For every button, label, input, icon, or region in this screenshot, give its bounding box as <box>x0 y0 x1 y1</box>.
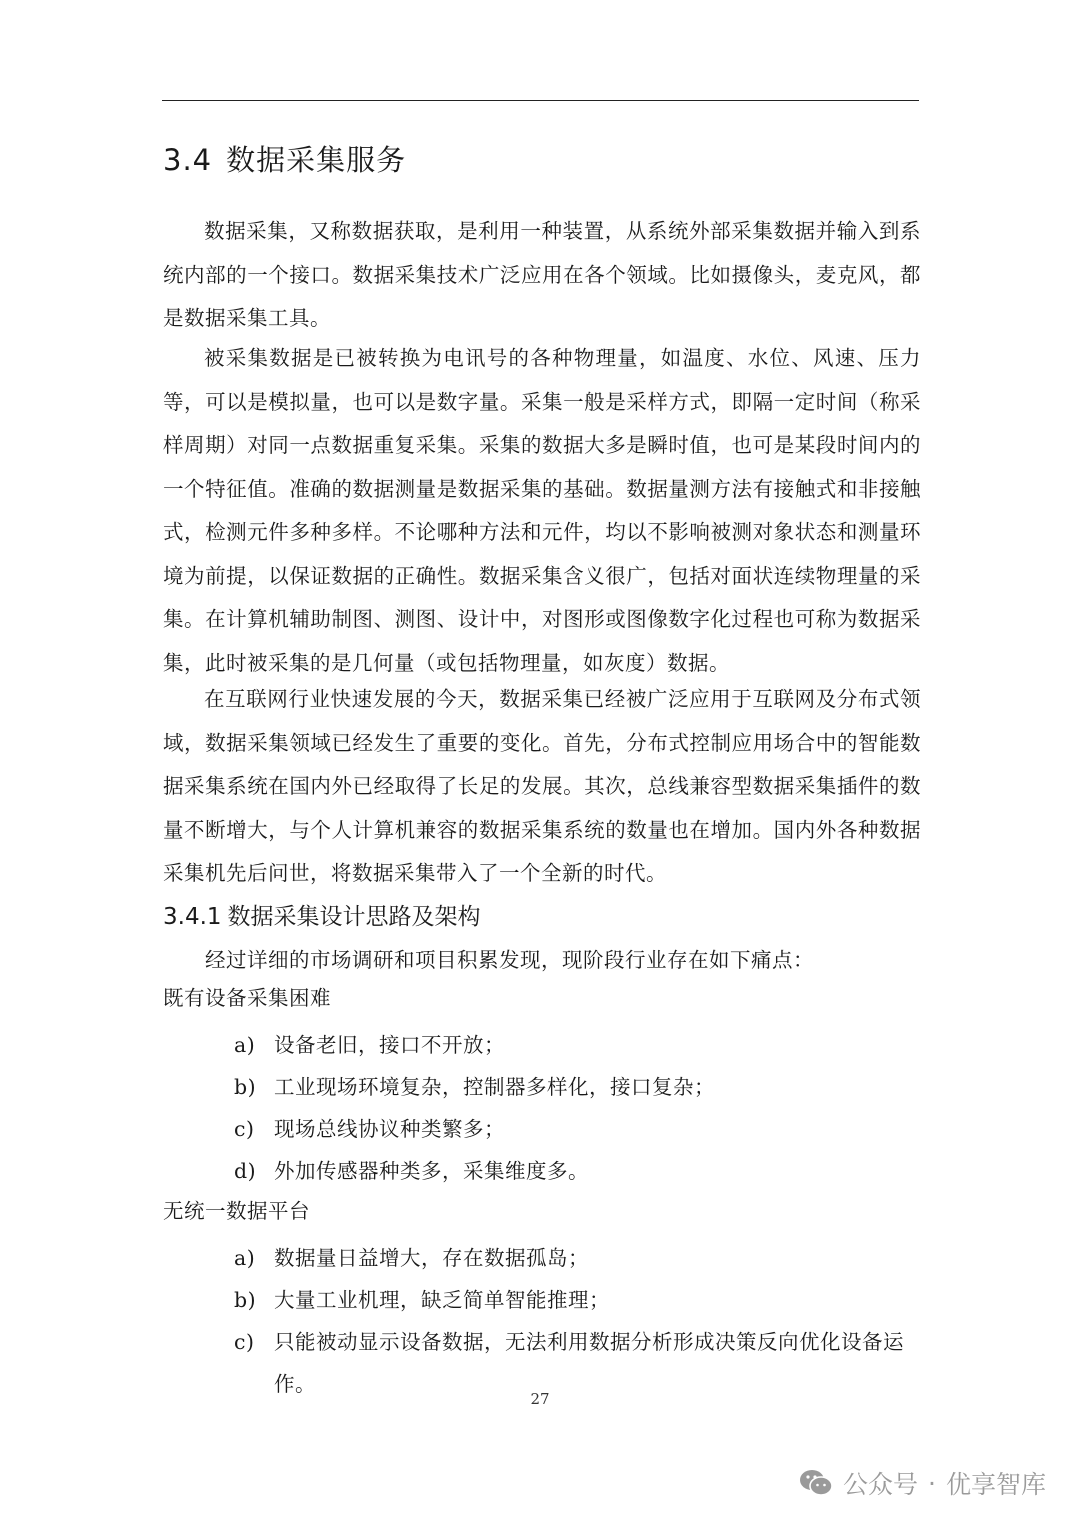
list-item-text: 大量工业机理，缺乏简单智能推理； <box>274 1288 610 1312</box>
list-item <box>234 1279 924 1321</box>
list-item <box>234 1024 924 1066</box>
watermark <box>799 1465 1046 1501</box>
section-title: 数据采集服务 <box>226 143 407 177</box>
wechat-icon <box>799 1468 833 1498</box>
section-heading <box>163 138 406 179</box>
list-item-text: 外加传感器种类多，采集维度多。 <box>274 1159 589 1183</box>
group-heading: 无统一数据平台 <box>163 1199 310 1223</box>
list-item-text: 现场总线协议种类繁多； <box>274 1117 505 1141</box>
list-marker: c) <box>234 1117 255 1141</box>
list-item <box>234 1150 924 1192</box>
paragraph: 数据采集，又称数据获取，是利用一种装置，从系统外部采集数据并输入到系统内部的一个接口。数据采集技术广泛应用在各个领域。比如摄像头，麦克风，都是数据采集工具。 <box>163 219 921 330</box>
subsection-intro: 经过详细的市场调研和项目积累发现，现阶段行业存在如下痛点： <box>205 948 814 972</box>
subsection-title: 数据采集设计思路及架构 <box>227 904 481 930</box>
list-item <box>234 1066 924 1108</box>
list-item <box>234 1108 924 1150</box>
list-item-text: 设备老旧，接口不开放； <box>274 1033 505 1057</box>
watermark-separator: · <box>928 1468 936 1498</box>
list-marker: a) <box>234 1246 256 1270</box>
list-marker: b) <box>234 1075 257 1099</box>
header-rule <box>162 100 919 101</box>
watermark-label: 公众号 <box>843 1470 919 1499</box>
group-heading: 既有设备采集困难 <box>163 986 331 1010</box>
subsection-heading <box>163 898 481 931</box>
pain-point-list <box>234 1237 924 1405</box>
page-number: 27 <box>530 1390 550 1408</box>
subsection-number: 3.4.1 <box>163 904 222 930</box>
list-marker: b) <box>234 1288 257 1312</box>
list-item-text: 只能被动显示设备数据，无法利用数据分析形成决策反向优化设备运作。 <box>274 1330 904 1396</box>
list-item-text: 数据量日益增大，存在数据孤岛； <box>274 1246 589 1270</box>
list-item <box>234 1237 924 1279</box>
list-marker: d) <box>234 1159 257 1183</box>
paragraph: 被采集数据是已被转换为电讯号的各种物理量，如温度、水位、风速、压力等，可以是模拟量，也可以是数字量。采集一般是采样方式，即隔一定时间（称采样周期）对同一点数据重复采集。采集的数据大多是瞬时值，也可是某段时间内的一个特征值。准确的数据测量是数据采集的基础。数据量测方法有接触式和非接触式，检测元件多种多样。不论哪种方法和元件，均以不影响被测对象状态和测量环境为前提，以保证数据的正确性。数据采集含义很广，包括对面状连续物理量的采集。在计算机辅助制图、测图、设计中，对图形或图像数字化过程也可称为数据采集，此时被采集的是几何量（或包括物理量，如灰度）数据。 <box>163 346 921 675</box>
list-item-text: 工业现场环境复杂，控制器多样化，接口复杂； <box>274 1075 715 1099</box>
section-number: 3.4 <box>163 143 213 177</box>
pain-point-list <box>234 1024 924 1192</box>
list-marker: a) <box>234 1033 256 1057</box>
paragraph: 在互联网行业快速发展的今天，数据采集已经被广泛应用于互联网及分布式领域，数据采集领域已经发生了重要的变化。首先，分布式控制应用场合中的智能数据采集系统在国内外已经取得了长足的发展。其次，总线兼容型数据采集插件的数量不断增大，与个人计算机兼容的数据采集系统的数量也在增加。国内外各种数据采集机先后问世，将数据采集带入了一个全新的时代。 <box>163 687 921 885</box>
watermark-name: 优享智库 <box>945 1470 1046 1499</box>
list-marker: c) <box>234 1330 255 1354</box>
